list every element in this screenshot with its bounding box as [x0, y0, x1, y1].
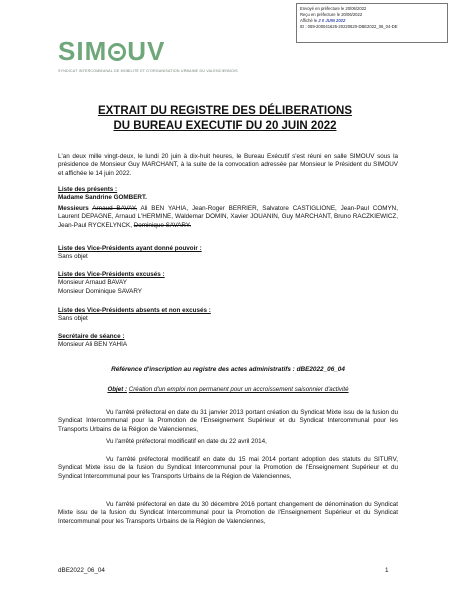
document-title-line2: DU BUREAU EXECUTIF DU 20 JUIN 2022 [113, 120, 337, 132]
stamp-sent-line: Envoyé en préfecture le 20/06/2022 [300, 6, 367, 11]
messieurs-list: Ali BEN YAHIA, Jean-Roger BERRIER, Salvatore CASTIGLIONE, Jean-Paul COMYN, Laurent DEPAGNE, Arnaud L'HERMINE, Waldemar DOMIN, Xavier JOUANIN, Guy MARCHANT, Bruno RACZKIEWICZ, Jean-Paul RYCKELYNCK, [58, 204, 398, 229]
logo-text-right: UV [127, 36, 166, 66]
vu-paragraph: Vu l'arrêté préfectoral en date du 31 janvier 2013 portant création du Syndicat Mixte issu de la fusion du Syndicat Intercommunal pour la Promotion de l'Enseignement Supérieur et du Syndicat Intercommunal pour les Transports Urbains de la Région de Valenciennes, [58, 409, 398, 433]
stamp-posted-date: 2 0 JUIN 2022 [318, 18, 346, 23]
logo-text-left: SIM [58, 36, 108, 66]
messieurs-struck-last: Dominique SAVARY. [133, 221, 192, 229]
pouvoir-section [58, 245, 398, 262]
objet-value: Création d'un emploi non permanent pour un accroissement saisonnier d'activité [128, 386, 349, 393]
logo-subtitle: SYNDICAT INTERCOMMUNAL DE MOBILITÉ ET D'ORGANISATION URBAINE DU VALENCIENNOIS [58, 69, 238, 73]
secretaire-label: Secrétaire de séance : [58, 333, 125, 340]
secretaire-section [58, 333, 398, 350]
registry-reference: Référence d'inscription au registre des actes administratifs : dBE2022_06_04 [111, 366, 345, 373]
footer-reference: dBE2022_06_04 [58, 567, 105, 574]
stamp-received-line: Reçu en préfecture le 20/06/2022 [300, 12, 363, 17]
objet-key: Objet : [107, 386, 128, 393]
intro-paragraph: L'an deux mille vingt-deux, le lundi 20 juin à dix-huit heures, le Bureau Exécutif s'est réuni en salle SIMOUV sous la présidence de Monsieur Guy MARCHANT, à la suite de la convocation adressée par Monsieur le Président du SIMOUV et affichée le 14 juin 2022. [58, 153, 398, 177]
prefecture-stamp [296, 3, 448, 43]
logo-o-icon [108, 43, 126, 61]
presents-label: Liste des présents : [58, 186, 118, 193]
stamp-posted-prefix: Affiché le [300, 18, 318, 23]
secretaire-value: Monsieur Ali BEN YAHIA [58, 341, 128, 349]
stamp-id-line: ID : 059-200041625-20220620-DBE2022_06_04-DE [300, 24, 398, 29]
excuses-item: Monsieur Dominique SAVARY [58, 287, 142, 295]
document-title-line1: EXTRAIT DU REGISTRE DES DÉLIBERATIONS [97, 105, 353, 117]
pouvoir-value: Sans objet [58, 253, 88, 261]
messieurs-label: Messieurs [58, 204, 89, 212]
vu-paragraph: Vu l'arrêté préfectoral modificatif en date du 22 avril 2014, [106, 438, 267, 445]
absents-section [58, 307, 398, 324]
excuses-section [58, 271, 398, 296]
excuses-label: Liste des Vice-Présidents excusés : [58, 271, 165, 278]
simouv-logo [58, 36, 165, 67]
messieurs-struck-first: Arnaud BAVAY, [92, 204, 137, 212]
objet-line [58, 386, 398, 393]
pouvoir-label: Liste des Vice-Présidents ayant donné pouvoir : [58, 245, 202, 252]
page-number: 1 [385, 567, 389, 574]
vu-paragraph: Vu l'arrêté préfectoral en date du 30 décembre 2016 portant changement de dénomination du Syndicat Mixte issu de la fusion du Syndicat Intercommunal pour la Promotion de l'Enseignement Supérieur et du Syndicat Intercommunal pour les Transports Urbains de la Région de Valenciennes, [58, 501, 398, 525]
vu-paragraph: Vu l'arrêté préfectoral modificatif en date du 15 mai 2014 portant adoption des statuts du SITURV, Syndicat Mixte issu de la fusion du Syndicat Intercommunal pour la Promotion de l'Enseignement Supérieur et du Syndicat Intercommunal pour les Transports Urbains de la Région de Valenciennes, [58, 456, 398, 480]
presents-section [58, 186, 398, 230]
absents-value: Sans objet [58, 315, 88, 323]
absents-label: Liste des Vice-Présidents absents et non excusés : [58, 307, 211, 314]
excuses-item: Monsieur Arnaud BAVAY [58, 279, 127, 287]
presents-madame: Madame Sandrine GOMBERT. [58, 194, 147, 202]
presents-messieurs [58, 205, 398, 230]
